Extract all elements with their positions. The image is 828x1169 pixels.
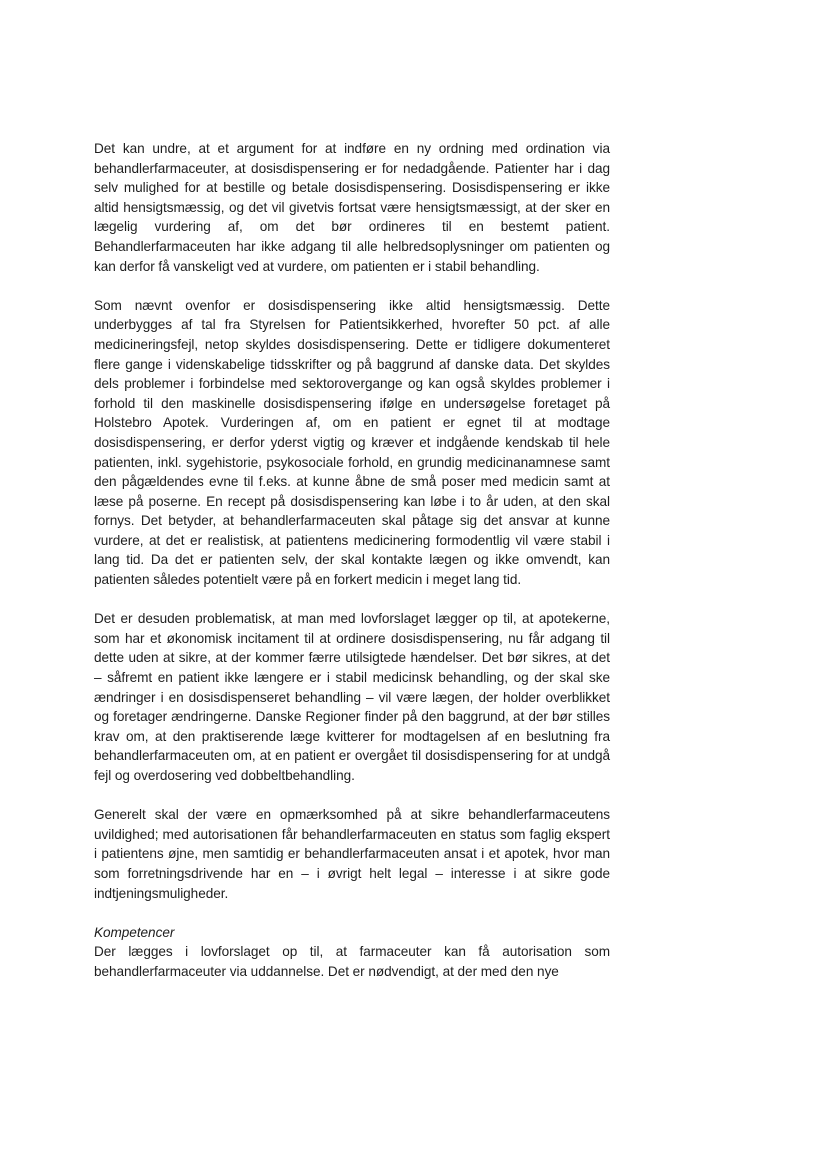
paragraph-impartiality: Generelt skal der være en opmærksomhed på at sikre behandlerfarmaceutens uvildighed; med autorisationen får behandlerfarmaceuten en status som faglig ekspert i patientens øjne, men samtidig er behandlerfarmaceuten ansat i et apotek, hvor man som forretningsdrivende har en – i øvrigt helt legal – interesse i at sikre gode indtjeningsmuligheder. bbox=[94, 807, 610, 901]
paragraph-ordination-argument: Det kan undre, at et argument for at indføre en ny ordning med ordination via behandlerfarmaceuter, at dosisdispensering er for nedadgående. Patienter har i dag selv mulighed for at bestille og betale dosisdispensering. Dosisdispensering er ikke altid hensigtsmæssig, og det vil givetvis fortsat være hensigtsmæssigt, at der sker en lægelig vurdering af, om det bør ordineres til en bestemt patient. Behandlerfarmaceuten har ikke adgang til alle helbredsoplysninger om patienten og kan derfor få vanskeligt ved at vurdere, om patienten er i stabil behandling. bbox=[94, 141, 610, 274]
paragraph-dosisdispensering-risks: Som nævnt ovenfor er dosisdispensering ikke altid hensigtsmæssig. Dette underbygges af tal fra Styrelsen for Patientsikkerhed, hvorefter 50 pct. af alle medicineringsfejl, netop skyldes dosisdispensering. Dette er tidligere dokumenteret flere gange i videnskabelige tidsskrifter og på baggrund af danske data. Det skyldes dels problemer i forbindelse med sektorovergange og kan også skyldes problemer i forhold til den maskinelle dosisdispensering ifølge en undersøgelse foretaget på Holstebro Apotek. Vurderingen af, om en patient er egnet til at modtage dosisdispensering, er derfor yderst vigtig og kræver et indgående kendskab til hele patienten, inkl. sygehistorie, psykosociale forhold, en grundig medicinanamnese samt den pågældendes evne til f.eks. at kunne åbne de små poser med medicin samt at læse på poserne. En recept på dosisdispensering kan løbe i to år uden, at den skal fornys. Det betyder, at behandlerfarmaceuten skal påtage sig det ansvar at kunne vurdere, at det er realistisk, at patientens medicinering formodentlig vil være stabil i lang tid. Da det er patienten selv, der skal kontakte lægen og ikke omvendt, kan patienten således potentielt være på en forkert medicin i meget lang tid. bbox=[94, 297, 610, 588]
section-heading-kompetencer: Kompetencer bbox=[94, 924, 175, 940]
paragraph-kompetencer: Der lægges i lovforslaget op til, at farmaceuter kan få autorisation som behandlerfarmaceuter via uddannelse. Det er nødvendigt, at der med den nye bbox=[94, 944, 610, 979]
document-body bbox=[94, 139, 610, 1001]
paragraph-economic-incentive: Det er desuden problematisk, at man med lovforslaget lægger op til, at apotekerne, som har et økonomisk incitament til at ordinere dosisdispensering, nu får adgang til dette uden at sikre, at der kommer færre utilsigtede hændelser. Det bør sikres, at det – såfremt en patient ikke længere er i stabil medicinsk behandling, og der skal ske ændringer i en dosisdispenseret behandling – vil være lægen, der holder overblikket og foretager ændringerne. Danske Regioner finder på den baggrund, at der bør stilles krav om, at den praktiserende læge kvitterer for modtagelsen af en beslutning fra behandlerfarmaceuten om, at en patient er overgået til dosisdispensering for at undgå fejl og overdosering ved dobbeltbehandling. bbox=[94, 611, 610, 783]
